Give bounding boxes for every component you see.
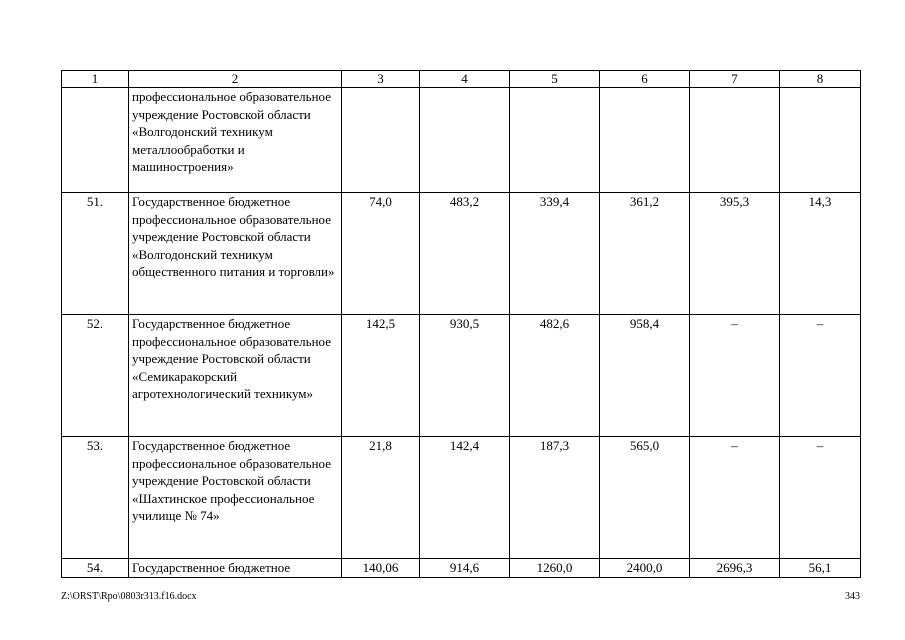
column-header: 5 xyxy=(510,71,600,88)
cell-value: 142,4 xyxy=(420,437,510,559)
institution-name: Государственное бюджетное профессиональное образовательное учреждение Ростовской области «Семикаракорский агротехнологический техникум» xyxy=(129,315,342,437)
cell-value: 339,4 xyxy=(510,193,600,315)
table-row xyxy=(62,193,861,315)
table-row xyxy=(62,437,861,559)
cell-value: – xyxy=(690,315,780,437)
row-number xyxy=(62,88,129,193)
cell-value: 142,5 xyxy=(342,315,420,437)
cell-value: – xyxy=(780,437,861,559)
cell-value: 187,3 xyxy=(510,437,600,559)
cell-value: 395,3 xyxy=(690,193,780,315)
cell-value: 361,2 xyxy=(600,193,690,315)
cell-value: 482,6 xyxy=(510,315,600,437)
column-header: 3 xyxy=(342,71,420,88)
row-number: 52. xyxy=(62,315,129,437)
cell-value: 930,5 xyxy=(420,315,510,437)
column-header: 4 xyxy=(420,71,510,88)
cell-value: 914,6 xyxy=(420,559,510,578)
table-row xyxy=(62,315,861,437)
table-row-continuation xyxy=(62,88,861,193)
footer-page-number: 343 xyxy=(845,591,860,602)
column-header: 8 xyxy=(780,71,861,88)
cell-value: 56,1 xyxy=(780,559,861,578)
column-header: 6 xyxy=(600,71,690,88)
institution-name: профессиональное образовательное учреждение Ростовской области «Волгодонский техникум металлообработки и машиностроения» xyxy=(129,88,342,193)
footer-file-path: Z:\ORST\Rpo\0803r313.f16.docx xyxy=(61,591,197,602)
cell-value: 140,06 xyxy=(342,559,420,578)
institution-name: Государственное бюджетное профессиональное образовательное учреждение Ростовской области «Шахтинское профессиональное училище № 74» xyxy=(129,437,342,559)
header-row xyxy=(62,71,861,88)
cell-value: – xyxy=(780,315,861,437)
institution-name: Государственное бюджетное профессиональное образовательное учреждение Ростовской области «Волгодонский техникум общественного питания и торговли» xyxy=(129,193,342,315)
cell-value: 1260,0 xyxy=(510,559,600,578)
cell-value: 958,4 xyxy=(600,315,690,437)
row-number: 54. xyxy=(62,559,129,578)
column-header: 2 xyxy=(129,71,342,88)
cell-value: 21,8 xyxy=(342,437,420,559)
cell-value: 2400,0 xyxy=(600,559,690,578)
cell-value: 565,0 xyxy=(600,437,690,559)
institution-name: Государственное бюджетное xyxy=(129,559,342,578)
table-row xyxy=(62,559,861,578)
cell-value: 74,0 xyxy=(342,193,420,315)
row-number: 53. xyxy=(62,437,129,559)
data-table xyxy=(61,70,861,578)
cell-value: – xyxy=(690,437,780,559)
column-header: 1 xyxy=(62,71,129,88)
cell-value: 483,2 xyxy=(420,193,510,315)
cell-value: 14,3 xyxy=(780,193,861,315)
row-number: 51. xyxy=(62,193,129,315)
cell-value: 2696,3 xyxy=(690,559,780,578)
column-header: 7 xyxy=(690,71,780,88)
